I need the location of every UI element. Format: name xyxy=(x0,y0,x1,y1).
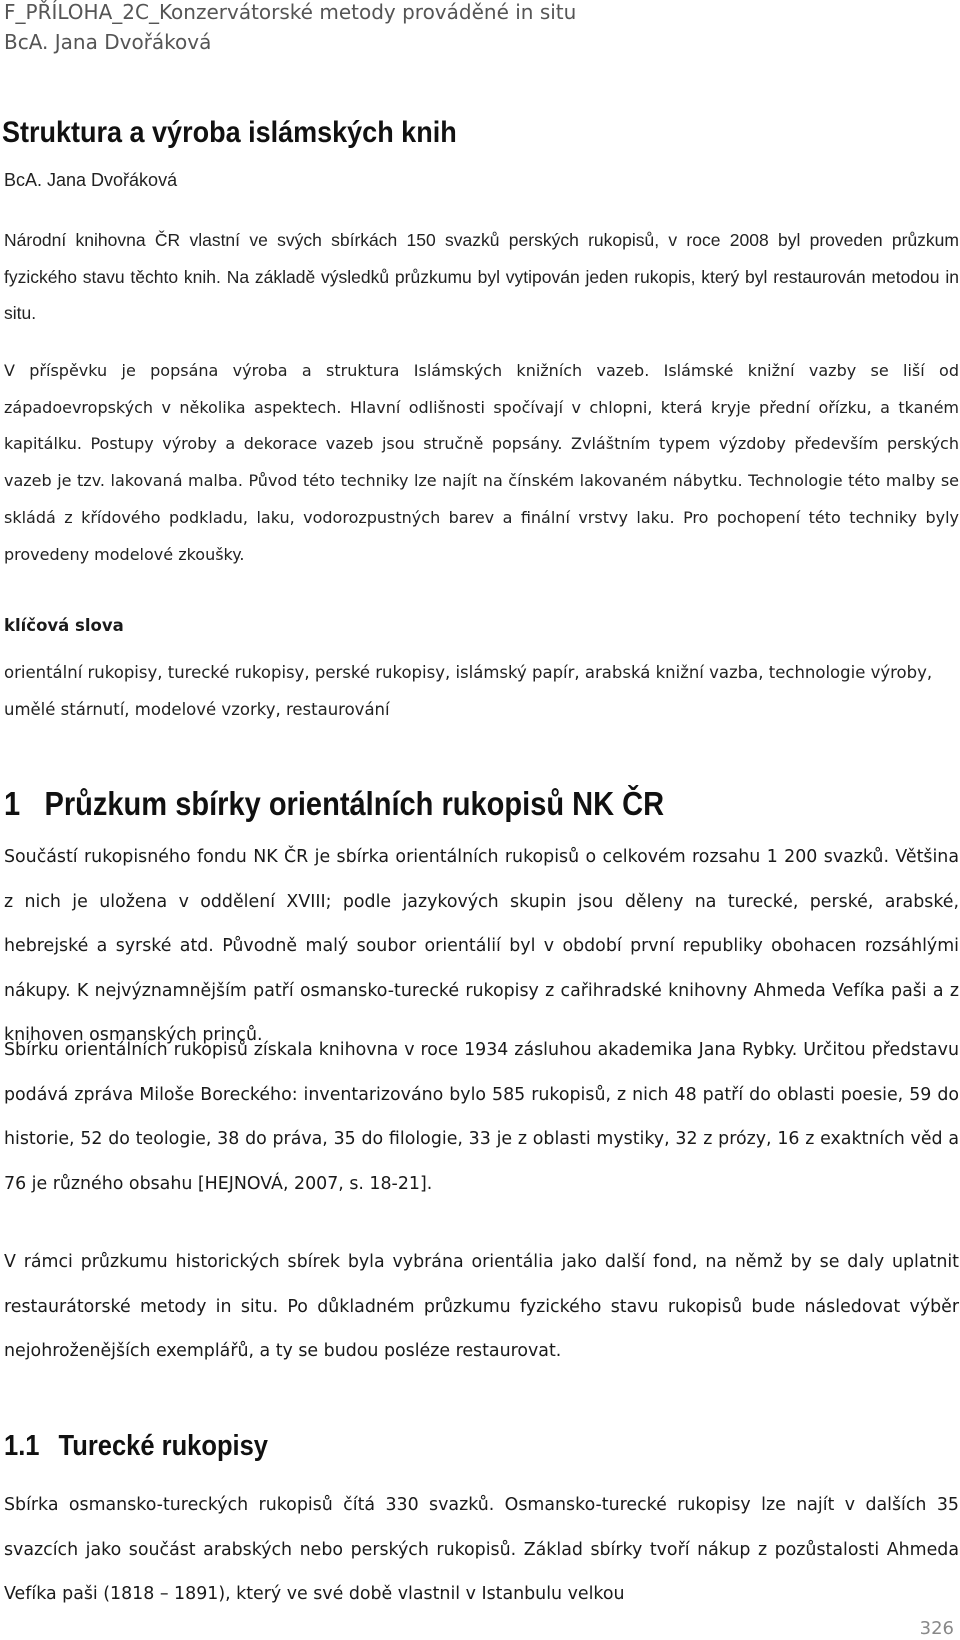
section-1-heading xyxy=(4,785,664,823)
article-title: Struktura a výroba islámských knih xyxy=(2,116,457,149)
section-number: 1 xyxy=(4,785,21,822)
abstract-paragraph-2: V příspěvku je popsána výroba a struktura Islámských knižních vazeb. Islámské knižní vazby se liší od západoevropských v několika aspektech. Hlavní odlišnosti spočívají v chlopni, která kryje přední ořízku, a tkaném kapitálku. Postupy výroby a dekorace vazeb jsou stručně popsány. Zvláštním typem výzdoby především perských vazeb je tzv. lakovaná malba. Původ této techniky lze najít na čínském lakovaném nábytku. Technologie této malby se skládá z křídového podkladu, laku, vodorozpustných barev a finální vrstvy laku. Pro pochopení této techniky byly provedeny modelové zkoušky. xyxy=(4,361,959,564)
article-author: BcA. Jana Dvořáková xyxy=(4,170,178,190)
section-title: Průzkum sbírky orientálních rukopisů NK ČR xyxy=(44,785,665,822)
section-1-paragraph-1: Součástí rukopisného fondu NK ČR je sbírka orientálních rukopisů o celkovém rozsahu 1 200 svazků. Většina z nich je uložena v oddělení XVIII; podle jazykových skupin jsou děleny na turecké, perské, arabské, hebrejské a syrské atd. Původně malý soubor orientálií byl v období první republiky obohacen rozsáhlými nákupy. K nejvýznamnějším patří osmansko-turecké rukopisy z cařihradské knihovny Ahmeda Vefíka paši a z knihoven osmanských princů. xyxy=(4,847,959,1045)
keywords-label: klíčová slova xyxy=(4,616,124,635)
section-1-paragraph-2: Sbírku orientálních rukopisů získala knihovna v roce 1934 zásluhou akademika Jana Rybky. Určitou představu podává zpráva Miloše Boreckého: inventarizováno bylo 585 rukopisů, z nich 48 patří do oblasti poesie, 59 do historie, 52 do teologie, 38 do práva, 35 do filologie, 33 je z oblasti mystiky, 32 z prózy, 16 z exaktních věd a 76 je různého obsahu [HEJNOVÁ, 2007, s. 18-21]. xyxy=(4,1040,959,1194)
section-1-1-heading xyxy=(4,1430,268,1463)
header-author: BcA. Jana Dvořáková xyxy=(4,30,212,54)
subsection-title: Turecké rukopisy xyxy=(58,1430,269,1462)
subsection-number: 1.1 xyxy=(4,1430,40,1462)
page-number: 326 xyxy=(919,1618,954,1639)
section-1-paragraph-3: V rámci průzkumu historických sbírek byla vybrána orientália jako další fond, na němž by se daly uplatnit restaurátorské metody in situ. Po důkladném průzkumu fyzického stavu rukopisů bude následovat výběr nejohroženějších exemplářů, a ty se budou posléze restaurovat. xyxy=(4,1252,959,1361)
header-filename: F_PŘÍLOHA_2C_Konzervátorské metody prováděné in situ xyxy=(4,0,577,24)
abstract-paragraph-1: Národní knihovna ČR vlastní ve svých sbírkách 150 svazků perských rukopisů, v roce 2008 byl proveden průzkum fyzického stavu těchto knih. Na základě výsledků průzkumu byl vytipován jeden rukopis, který byl restaurován metodou in situ. xyxy=(4,230,959,323)
keywords-text: orientální rukopisy, turecké rukopisy, perské rukopisy, islámský papír, arabská knižní vazba, technologie výroby, umělé stárnutí, modelové vzorky, restaurování xyxy=(4,663,933,719)
section-1-1-paragraph-1: Sbírka osmansko-tureckých rukopisů čítá 330 svazků. Osmansko-turecké rukopisy lze najít v dalších 35 svazcích jako součást arabských nebo perských rukopisů. Základ sbírky tvoří nákup z pozůstalosti Ahmeda Vefíka paši (1818 – 1891), který ve své době vlastnil v Istanbulu velkou xyxy=(4,1495,959,1604)
